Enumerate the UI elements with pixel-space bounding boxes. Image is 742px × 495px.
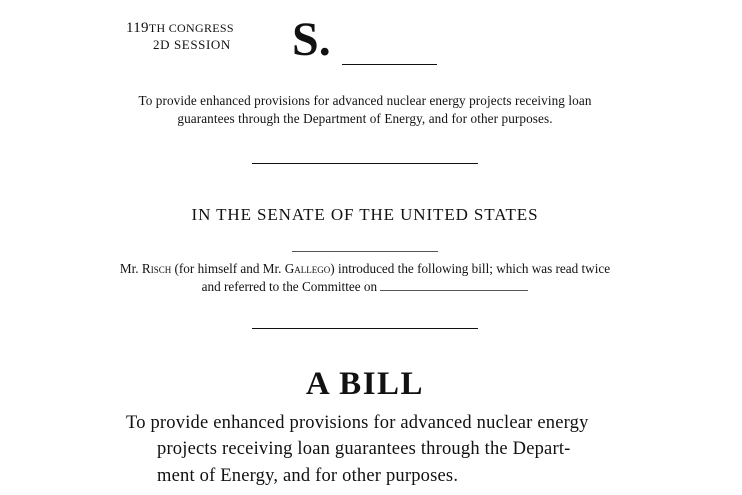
long-title-line: projects receiving loan guarantees through the Depart-	[157, 439, 571, 459]
congress-number: 119	[126, 20, 149, 36]
cosponsor-name: Gallego	[284, 261, 331, 276]
congress-label	[126, 20, 234, 37]
divider-rule-bottom	[252, 328, 478, 329]
sponsor-prefix: Mr.	[119, 261, 142, 276]
session-suffix: D SESSION	[160, 37, 231, 52]
congress-suffix: TH CONGRESS	[148, 21, 234, 35]
session-label	[153, 37, 231, 52]
short-title: To provide enhanced provisions for advanced nuclear energy projects receiving loan guarantees through the Department of Energy, and for other purposes.	[138, 93, 592, 126]
sponsor-statement	[110, 260, 620, 295]
sponsor-middle: (for himself and Mr.	[171, 261, 285, 276]
long-title-line: To provide enhanced provisions for advanced nuclear energy	[126, 413, 589, 433]
bill-designation: S.	[292, 13, 331, 66]
bill-number-blank	[342, 64, 437, 65]
sponsor-name: Risch	[141, 261, 172, 276]
long-title-line: ment of Energy, and for other purposes.	[157, 466, 459, 486]
sponsor-suffix: ) introduced the following bill; which was read twice and referred to the Committee on	[201, 261, 611, 294]
chamber-heading: IN THE SENATE OF THE UNITED STATES	[191, 205, 539, 224]
introduction-date-blank	[292, 251, 438, 252]
committee-blank	[380, 279, 528, 291]
bill-heading: A BILL	[305, 366, 425, 402]
divider-rule-top	[252, 163, 478, 164]
session-number: 2	[153, 37, 161, 52]
